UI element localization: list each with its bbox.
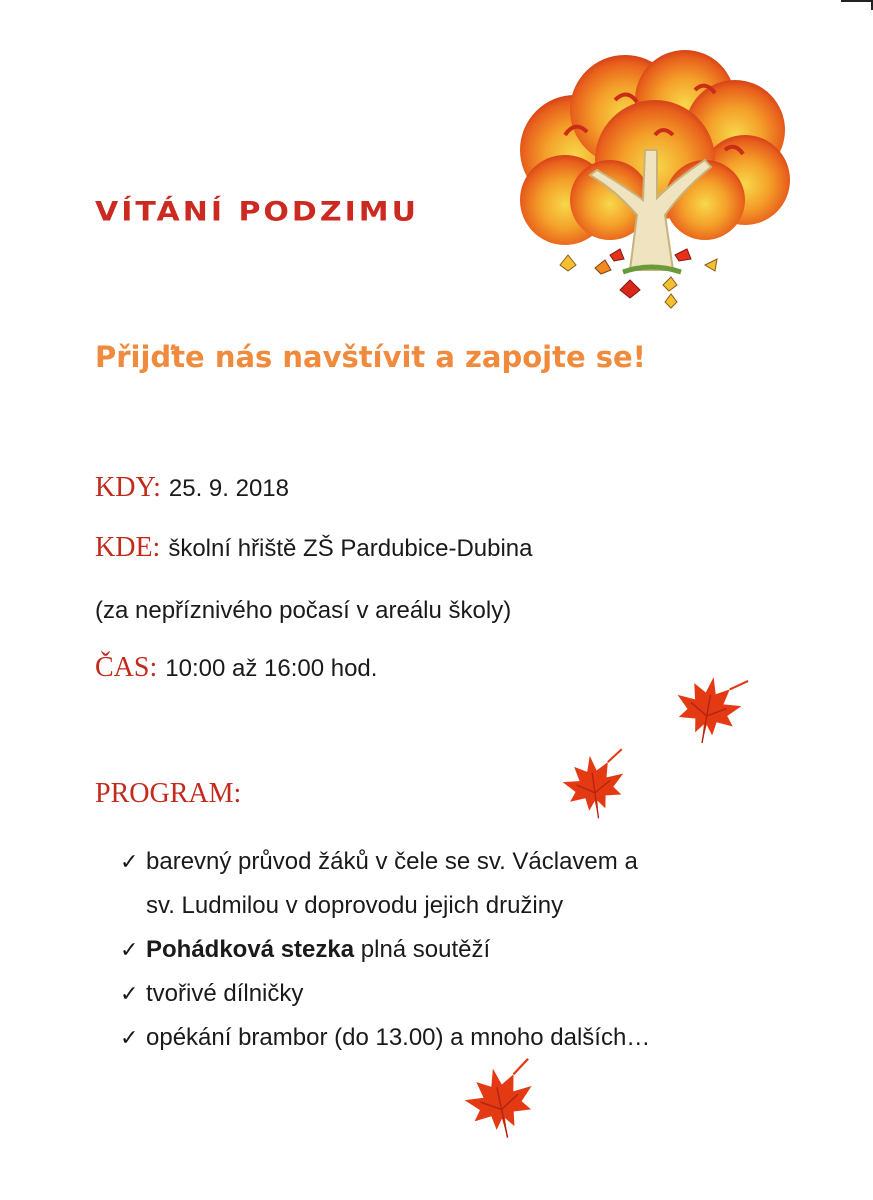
check-icon: ✓ [120, 1025, 139, 1050]
info-time [95, 652, 377, 684]
info-when [95, 472, 289, 504]
program-item-parade-continued [120, 884, 650, 928]
where-value: školní hřiště ZŠ Pardubice-Dubina [168, 535, 533, 562]
program-item-parade-line2: sv. Ludmilou v doprovodu jejich družiny [146, 892, 564, 919]
program-item-workshops-text: tvořivé dílničky [146, 980, 304, 1007]
program-item-fairy-trail [120, 928, 650, 972]
maple-leaf-icon [666, 666, 750, 751]
program-item-fairy-trail-rest: plná soutěží [354, 936, 491, 963]
program-item-potatoes [120, 1016, 650, 1060]
info-where [95, 532, 533, 564]
weather-note [95, 597, 511, 625]
check-icon: ✓ [120, 849, 139, 874]
program-item-parade [120, 840, 650, 884]
where-label: KDE: [95, 532, 161, 563]
check-icon: ✓ [120, 937, 139, 962]
autumn-tree-illustration [505, 40, 825, 315]
program-item-workshops [120, 972, 650, 1016]
program-heading: PROGRAM: [95, 778, 242, 809]
program-item-parade-line1: barevný průvod žáků v čele se sv. Václavem a [146, 848, 638, 875]
when-value: 25. 9. 2018 [168, 475, 289, 502]
maple-leaf-icon [455, 1055, 546, 1149]
time-value: 10:00 až 16:00 hod. [165, 655, 378, 682]
program-list [120, 840, 650, 1060]
invitation-subtitle: Přijďte nás navštívit a zapojte se! [95, 340, 646, 374]
page-title: VÍTÁNÍ PODZIMU [95, 196, 419, 228]
time-label: ČAS: [95, 652, 158, 683]
check-icon: ✓ [120, 981, 139, 1006]
program-item-potatoes-text: opékání brambor (do 13.00) a mnoho dalších… [146, 1024, 651, 1051]
program-item-fairy-trail-bold: Pohádková stezka [146, 936, 355, 963]
maple-leaf-icon [556, 748, 633, 825]
when-label: KDY: [95, 472, 161, 503]
scan-corner-mark [841, 0, 873, 10]
weather-note-text: (za nepříznivého počasí v areálu školy) [95, 597, 512, 624]
